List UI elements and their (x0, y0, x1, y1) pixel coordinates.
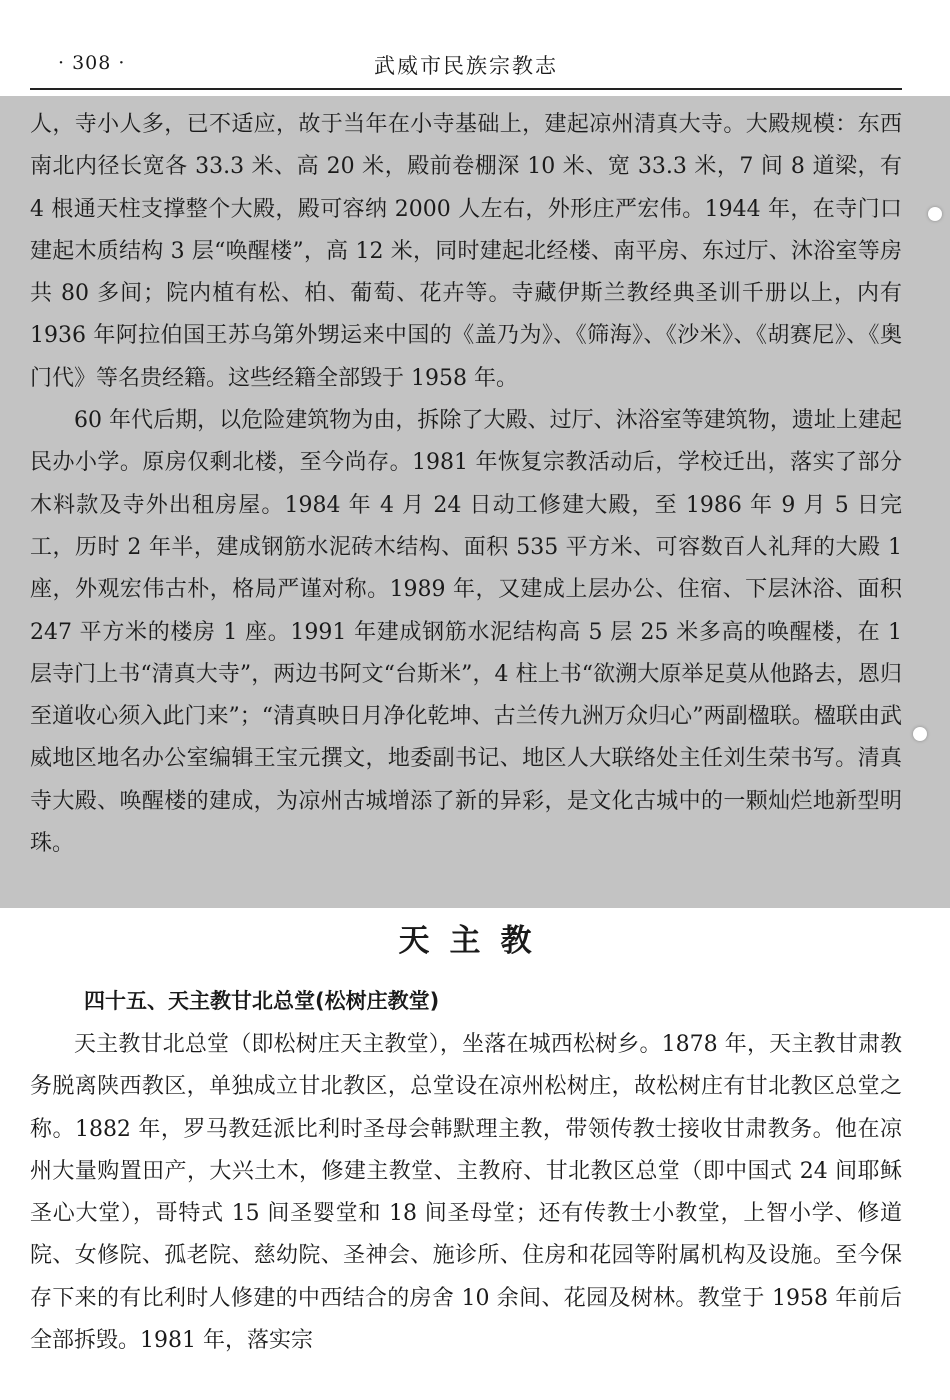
punch-hole-mark (913, 727, 927, 741)
page-header (30, 40, 902, 90)
upper-text-block (30, 104, 902, 865)
paragraph-continued: 人，寺小人多，已不适应，故于当年在小寺基础上，建起凉州清真大寺。大殿规模：东西南北内径长宽各 33.3 米、高 20 米，殿前卷棚深 10 米、宽 33.3 米，7 间 8 道梁，有 4 根通天柱支撑整个大殿，殿可容纳 2000 人左右，外形庄严宏伟。1944 年，在寺门口建起木质结构 3 层“唤醒楼”，高 12 米，同时建起北经楼、南平房、东过厅、沐浴室等房共 80 多间；院内植有松、柏、葡萄、花卉等。寺藏伊斯兰教经典圣训千册以上，内有 1936 年阿拉伯国王苏乌第外甥运来中国的《盖乃为》、《筛海》、《沙米》、《胡赛尼》、《奥门代》等名贵经籍。这些经籍全部毁于 1958 年。 (30, 112, 902, 391)
lower-text-block (30, 1024, 902, 1362)
page-number: · 308 · (58, 52, 126, 74)
paragraph-1960s: 60 年代后期，以危险建筑物为由，拆除了大殿、过厅、沐浴室等建筑物，遗址上建起民办小学。原房仅剩北楼，至今尚存。1981 年恢复宗教活动后，学校迁出，落实了部分木料款及寺外出租房屋。1984 年 4 月 24 日动工修建大殿，至 1986 年 9 月 5 日完工，历时 2 年半，建成钢筋水泥砖木结构、面积 535 平方米、可容数百人礼拜的大殿 1 座，外观宏伟古朴，格局严谨对称。1989 年，又建成上层办公、住宿、下层沐浴、面积 247 平方米的楼房 1 座。1991 年建成钢筋水泥结构高 5 层 25 米多高的唤醒楼，在 1 层寺门上书“清真大寺”，两边书阿文“台斯米”，4 柱上书“欲溯大原举足莫从他路去，恩归至道收心须入此门来”；“清真映日月净化乾坤、古兰传九洲万众归心”两副楹联。楹联由武威地区地名办公室编辑王宝元撰文，地委副书记、地区人大联络处主任刘生荣书写。清真寺大殿、唤醒楼的建成，为凉州古城增添了新的异彩，是文化古城中的一颗灿烂地新型明珠。 (30, 408, 902, 857)
section-title: 天主教 (398, 923, 552, 959)
punch-hole-mark (928, 207, 942, 221)
subsection-title: 四十五、天主教甘北总堂(松树庄教堂) (84, 989, 440, 1013)
paragraph-catholic-church: 天主教甘北总堂（即松树庄天主教堂），坐落在城西松树乡。1878 年，天主教甘肃教务脱离陕西教区，单独成立甘北教区，总堂设在凉州松树庄，故松树庄有甘北教区总堂之称。1882 年，罗马教廷派比利时圣母会韩默理主教，带领传教士接收甘肃教务。他在凉州大量购置田产，大兴土木，修建主教堂、主教府、甘北教区总堂（即中国式 24 间耶稣圣心大堂），哥特式 15 间圣婴堂和 18 间圣母堂；还有传教士小教堂，上智小学、修道院、女修院、孤老院、慈幼院、圣神会、施诊所、住房和花园等附属机构及设施。至今保存下来的有比利时人修建的中西结合的房舍 10 余间、花园及树林。教堂于 1958 年前后全部拆毁。1981 年，落实宗 (30, 1032, 902, 1354)
running-title: 武威市民族宗教志 (374, 54, 558, 78)
